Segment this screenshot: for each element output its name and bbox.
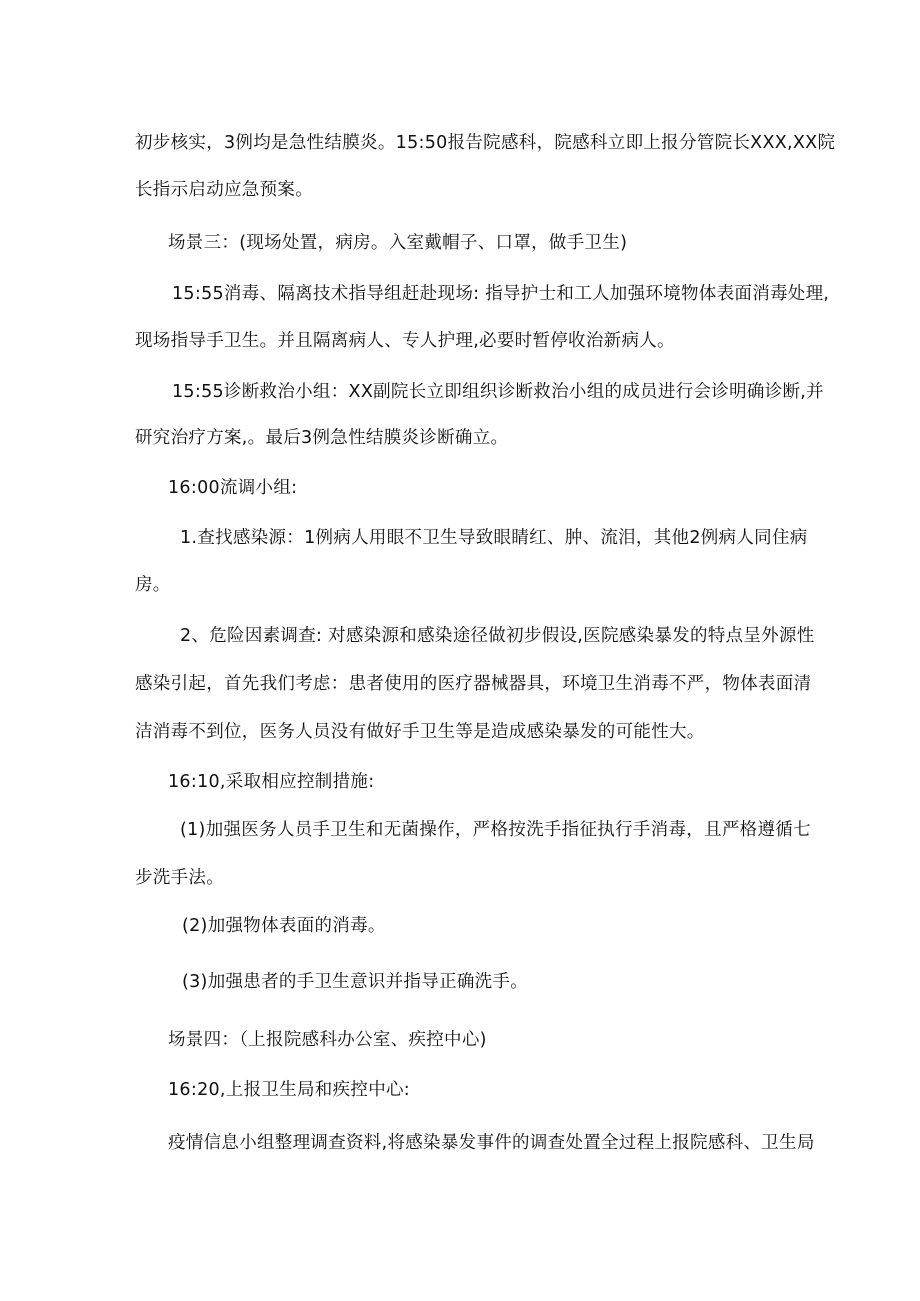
body-line: 1.查找感染源：1例病人用眼不卫生导致眼睛红、肿、流泪，其他2例病人同住病 bbox=[180, 528, 808, 548]
body-line: 长指示启动应急预案。 bbox=[135, 180, 313, 200]
body-line: 16:20,上报卫生局和疾控中心: bbox=[168, 1080, 410, 1100]
body-line: 房。 bbox=[135, 575, 171, 595]
body-line: 15:55诊断救治小组：XX副院长立即组织诊断救治小组的成员进行会诊明确诊断,并 bbox=[172, 382, 824, 402]
body-line: (1)加强医务人员手卫生和无菌操作，严格按洗手指征执行手消毒，且严格遵循七 bbox=[180, 820, 811, 840]
body-line: 步洗手法。 bbox=[135, 868, 224, 888]
body-line: 感染引起，首先我们考虑：患者使用的医疗器械器具，环境卫生消毒不严，物体表面清 bbox=[135, 674, 812, 694]
section-heading: 场景四：（上报院感科办公室、疾控中心) bbox=[168, 1030, 487, 1050]
body-line: (2)加强物体表面的消毒。 bbox=[182, 916, 386, 936]
section-heading: 场景三：(现场处置，病房。入室戴帽子、口罩，做手卫生) bbox=[168, 233, 628, 253]
body-line: 2、危险因素调查: 对感染源和感染途径做初步假设,医院感染暴发的特点呈外源性 bbox=[180, 626, 815, 646]
body-line: 15:55消毒、隔离技术指导组赶赴现场: 指导护士和工人加强环境物体表面消毒处理, bbox=[172, 284, 830, 304]
body-line: 16:00流调小组: bbox=[168, 478, 298, 498]
body-line: (3)加强患者的手卫生意识并指导正确洗手。 bbox=[182, 972, 529, 992]
body-line: 研究治疗方案,。最后3例急性结膜炎诊断确立。 bbox=[135, 428, 509, 448]
body-line: 初步核实，3例均是急性结膜炎。15:50报告院感科，院感科立即上报分管院长XXX,XX院 bbox=[135, 133, 836, 153]
body-line: 16:10,采取相应控制措施: bbox=[168, 772, 375, 792]
body-line: 洁消毒不到位，医务人员没有做好手卫生等是造成感染暴发的可能性大。 bbox=[135, 722, 705, 742]
body-line: 现场指导手卫生。并且隔离病人、专人护理,必要时暂停收治新病人。 bbox=[135, 331, 675, 351]
body-line: 疫情信息小组整理调查资料,将感染暴发事件的调查处置全过程上报院感科、卫生局 bbox=[168, 1133, 815, 1153]
